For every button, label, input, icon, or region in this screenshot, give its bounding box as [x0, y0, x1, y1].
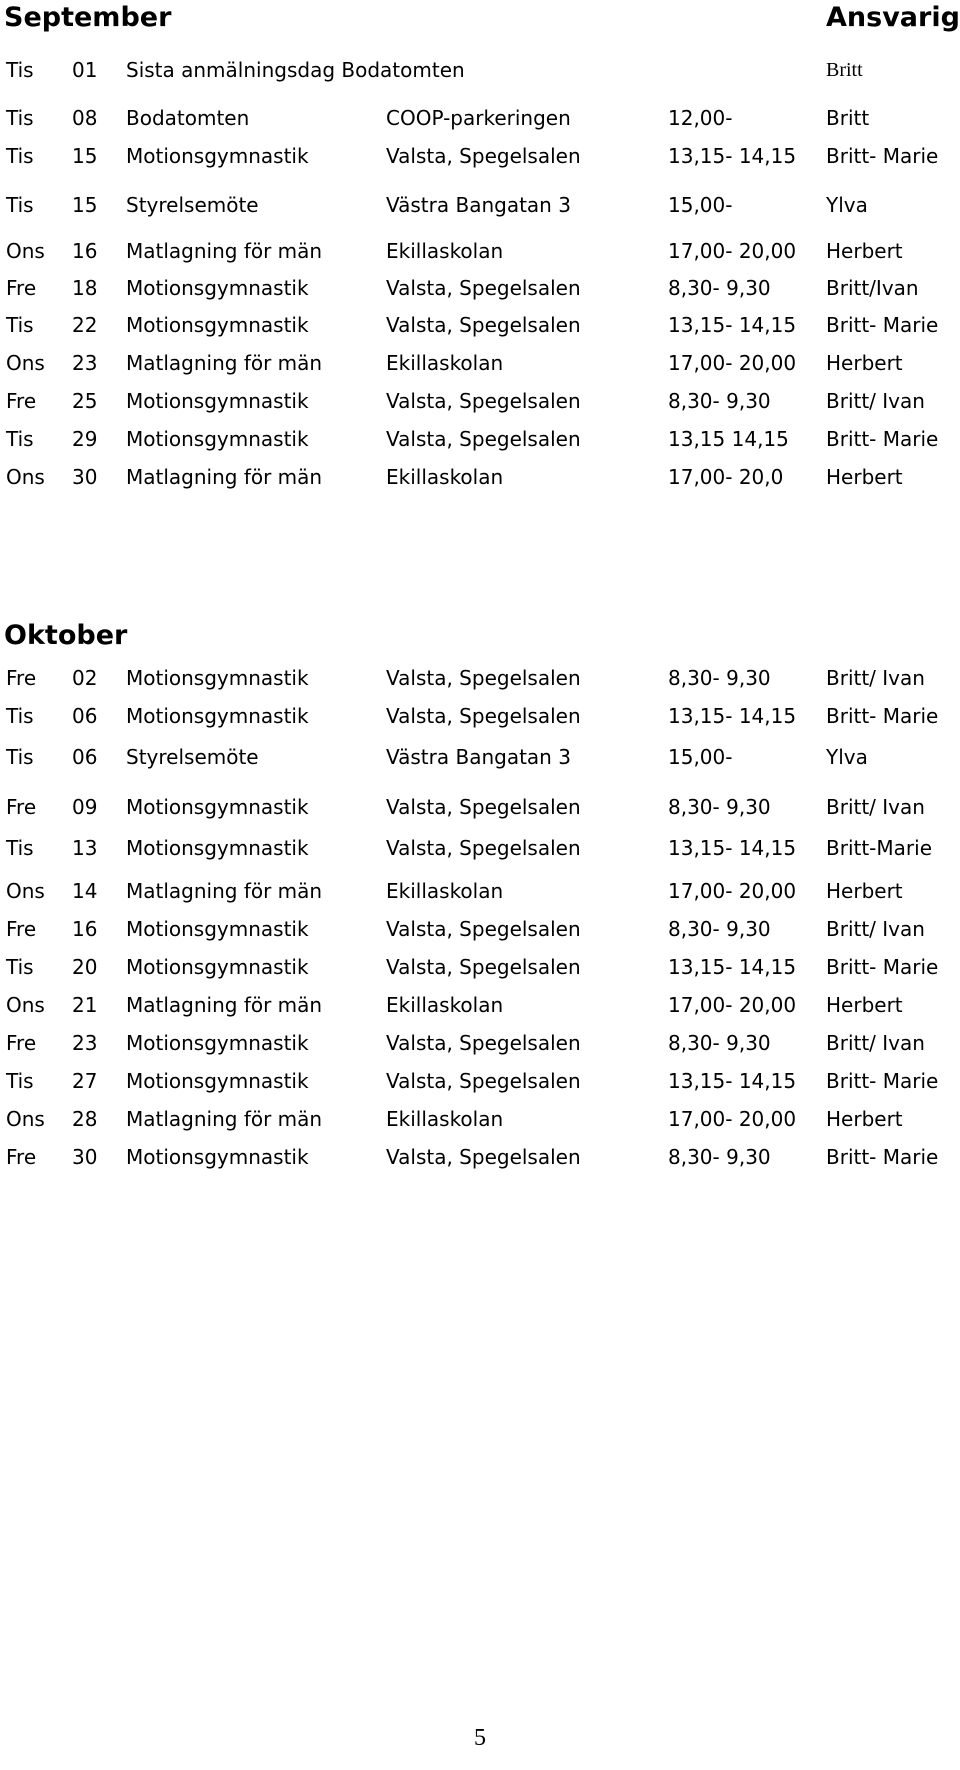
time-cell: 12,00- [668, 106, 733, 130]
schedule-row [0, 462, 960, 492]
place-cell: Valsta, Spegelsalen [386, 144, 581, 168]
responsible-cell: Britt- Marie [826, 427, 939, 451]
date-cell: 27 [72, 1069, 98, 1093]
time-cell: 15,00- [668, 193, 733, 217]
responsible-cell: Herbert [826, 1107, 903, 1131]
day-cell: Fre [6, 1145, 37, 1169]
activity-cell: Motionsgymnastik [126, 795, 309, 819]
schedule-row [0, 273, 960, 303]
date-cell: 09 [72, 795, 98, 819]
schedule-row [0, 914, 960, 944]
responsible-cell: Britt- Marie [826, 1145, 939, 1169]
place-cell: Valsta, Spegelsalen [386, 276, 581, 300]
schedule-row [0, 742, 960, 772]
place-cell: Valsta, Spegelsalen [386, 836, 581, 860]
place-cell: Valsta, Spegelsalen [386, 917, 581, 941]
day-cell: Tis [6, 836, 34, 860]
day-cell: Fre [6, 795, 37, 819]
responsible-cell: Britt- Marie [826, 1069, 939, 1093]
responsible-cell: Britt/ Ivan [826, 666, 925, 690]
activity-cell: Matlagning för män [126, 351, 323, 375]
responsible-cell: Britt- Marie [826, 704, 939, 728]
activity-cell: Motionsgymnastik [126, 427, 309, 451]
schedule-row [0, 1028, 960, 1058]
activity-cell: Matlagning för män [126, 879, 323, 903]
activity-cell: Motionsgymnastik [126, 276, 309, 300]
activity-cell: Motionsgymnastik [126, 917, 309, 941]
time-cell: 17,00- 20,00 [668, 879, 797, 903]
responsible-cell: Britt/Ivan [826, 276, 919, 300]
schedule-row [0, 701, 960, 731]
date-cell: 28 [72, 1107, 98, 1131]
time-cell: 17,00- 20,00 [668, 351, 797, 375]
place-cell: Valsta, Spegelsalen [386, 1031, 581, 1055]
place-cell: Ekillaskolan [386, 465, 504, 489]
day-cell: Tis [6, 955, 34, 979]
responsible-cell: Britt [826, 59, 863, 81]
date-cell: 25 [72, 389, 98, 413]
place-cell: Valsta, Spegelsalen [386, 313, 581, 337]
day-cell: Tis [6, 193, 34, 217]
schedule-row [0, 348, 960, 378]
time-cell: 8,30- 9,30 [668, 917, 771, 941]
responsible-header: Ansvarig [826, 2, 960, 33]
day-cell: Tis [6, 58, 34, 82]
day-cell: Tis [6, 313, 34, 337]
schedule-row [0, 103, 960, 133]
time-cell: 13,15- 14,15 [668, 836, 797, 860]
date-cell: 30 [72, 465, 98, 489]
schedule-row [0, 236, 960, 266]
activity-cell: Motionsgymnastik [126, 313, 309, 337]
responsible-cell: Britt- Marie [826, 313, 939, 337]
responsible-cell: Britt/ Ivan [826, 917, 925, 941]
activity-cell: Sista anmälningsdag Bodatomten [126, 58, 465, 82]
activity-cell: Motionsgymnastik [126, 1145, 309, 1169]
place-cell: Valsta, Spegelsalen [386, 955, 581, 979]
oktober-heading: Oktober [4, 620, 128, 651]
date-cell: 15 [72, 193, 98, 217]
schedule-row [0, 424, 960, 454]
place-cell: COOP-parkeringen [386, 106, 571, 130]
day-cell: Fre [6, 666, 37, 690]
place-cell: Ekillaskolan [386, 239, 504, 263]
schedule-row [0, 190, 960, 220]
day-cell: Ons [6, 1107, 45, 1131]
responsible-cell: Herbert [826, 351, 903, 375]
responsible-cell: Herbert [826, 879, 903, 903]
schedule-row [0, 1066, 960, 1096]
place-cell: Valsta, Spegelsalen [386, 666, 581, 690]
place-cell: Valsta, Spegelsalen [386, 704, 581, 728]
date-cell: 06 [72, 704, 98, 728]
place-cell: Valsta, Spegelsalen [386, 389, 581, 413]
schedule-row [0, 55, 960, 85]
schedule-row [0, 310, 960, 340]
day-cell: Fre [6, 917, 37, 941]
place-cell: Ekillaskolan [386, 1107, 504, 1131]
time-cell: 13,15- 14,15 [668, 144, 797, 168]
time-cell: 17,00- 20,00 [668, 239, 797, 263]
responsible-cell: Britt [826, 106, 870, 130]
place-cell: Västra Bangatan 3 [386, 193, 571, 217]
schedule-row [0, 952, 960, 982]
day-cell: Tis [6, 1069, 34, 1093]
date-cell: 30 [72, 1145, 98, 1169]
september-heading: September [4, 2, 172, 33]
time-cell: 13,15- 14,15 [668, 313, 797, 337]
day-cell: Fre [6, 389, 37, 413]
activity-cell: Motionsgymnastik [126, 1031, 309, 1055]
date-cell: 23 [72, 1031, 98, 1055]
activity-cell: Motionsgymnastik [126, 836, 309, 860]
day-cell: Ons [6, 239, 45, 263]
responsible-cell: Britt- Marie [826, 955, 939, 979]
responsible-cell: Herbert [826, 465, 903, 489]
activity-cell: Motionsgymnastik [126, 389, 309, 413]
activity-cell: Motionsgymnastik [126, 704, 309, 728]
time-cell: 13,15- 14,15 [668, 704, 797, 728]
activity-cell: Motionsgymnastik [126, 666, 309, 690]
date-cell: 18 [72, 276, 98, 300]
activity-cell: Styrelsemöte [126, 193, 259, 217]
responsible-cell: Britt-Marie [826, 836, 932, 860]
activity-cell: Styrelsemöte [126, 745, 259, 769]
time-cell: 17,00- 20,00 [668, 993, 797, 1017]
day-cell: Tis [6, 144, 34, 168]
place-cell: Ekillaskolan [386, 993, 504, 1017]
schedule-row [0, 990, 960, 1020]
schedule-row [0, 386, 960, 416]
day-cell: Ons [6, 465, 45, 489]
date-cell: 22 [72, 313, 98, 337]
place-cell: Ekillaskolan [386, 351, 504, 375]
time-cell: 13,15- 14,15 [668, 955, 797, 979]
time-cell: 8,30- 9,30 [668, 1145, 771, 1169]
schedule-row [0, 1104, 960, 1134]
day-cell: Fre [6, 276, 37, 300]
place-cell: Valsta, Spegelsalen [386, 1145, 581, 1169]
time-cell: 8,30- 9,30 [668, 1031, 771, 1055]
date-cell: 16 [72, 239, 98, 263]
date-cell: 21 [72, 993, 98, 1017]
date-cell: 06 [72, 745, 98, 769]
place-cell: Västra Bangatan 3 [386, 745, 571, 769]
responsible-cell: Herbert [826, 993, 903, 1017]
schedule-row [0, 663, 960, 693]
schedule-row [0, 792, 960, 822]
date-cell: 15 [72, 144, 98, 168]
date-cell: 29 [72, 427, 98, 451]
date-cell: 13 [72, 836, 98, 860]
time-cell: 8,30- 9,30 [668, 666, 771, 690]
place-cell: Valsta, Spegelsalen [386, 795, 581, 819]
responsible-cell: Ylva [826, 745, 868, 769]
date-cell: 16 [72, 917, 98, 941]
activity-cell: Matlagning för män [126, 239, 323, 263]
day-cell: Ons [6, 879, 45, 903]
day-cell: Fre [6, 1031, 37, 1055]
activity-cell: Motionsgymnastik [126, 1069, 309, 1093]
place-cell: Valsta, Spegelsalen [386, 427, 581, 451]
responsible-cell: Britt/ Ivan [826, 795, 925, 819]
day-cell: Tis [6, 106, 34, 130]
schedule-row [0, 833, 960, 863]
schedule-row [0, 876, 960, 906]
responsible-cell: Britt/ Ivan [826, 389, 925, 413]
day-cell: Tis [6, 745, 34, 769]
time-cell: 8,30- 9,30 [668, 389, 771, 413]
date-cell: 08 [72, 106, 98, 130]
responsible-cell: Britt- Marie [826, 144, 939, 168]
place-cell: Valsta, Spegelsalen [386, 1069, 581, 1093]
time-cell: 8,30- 9,30 [668, 276, 771, 300]
time-cell: 15,00- [668, 745, 733, 769]
date-cell: 14 [72, 879, 98, 903]
time-cell: 13,15 14,15 [668, 427, 789, 451]
activity-cell: Bodatomten [126, 106, 250, 130]
day-cell: Tis [6, 427, 34, 451]
schedule-row [0, 141, 960, 171]
time-cell: 8,30- 9,30 [668, 795, 771, 819]
place-cell: Ekillaskolan [386, 879, 504, 903]
activity-cell: Matlagning för män [126, 993, 323, 1017]
date-cell: 23 [72, 351, 98, 375]
activity-cell: Matlagning för män [126, 1107, 323, 1131]
responsible-cell: Herbert [826, 239, 903, 263]
day-cell: Ons [6, 351, 45, 375]
page-number: 5 [474, 1725, 486, 1751]
date-cell: 02 [72, 666, 98, 690]
activity-cell: Motionsgymnastik [126, 955, 309, 979]
date-cell: 01 [72, 58, 98, 82]
responsible-cell: Britt/ Ivan [826, 1031, 925, 1055]
date-cell: 20 [72, 955, 98, 979]
activity-cell: Motionsgymnastik [126, 144, 309, 168]
time-cell: 13,15- 14,15 [668, 1069, 797, 1093]
responsible-cell: Ylva [826, 193, 868, 217]
time-cell: 17,00- 20,0 [668, 465, 784, 489]
time-cell: 17,00- 20,00 [668, 1107, 797, 1131]
schedule-row [0, 1142, 960, 1172]
day-cell: Tis [6, 704, 34, 728]
day-cell: Ons [6, 993, 45, 1017]
activity-cell: Matlagning för män [126, 465, 323, 489]
